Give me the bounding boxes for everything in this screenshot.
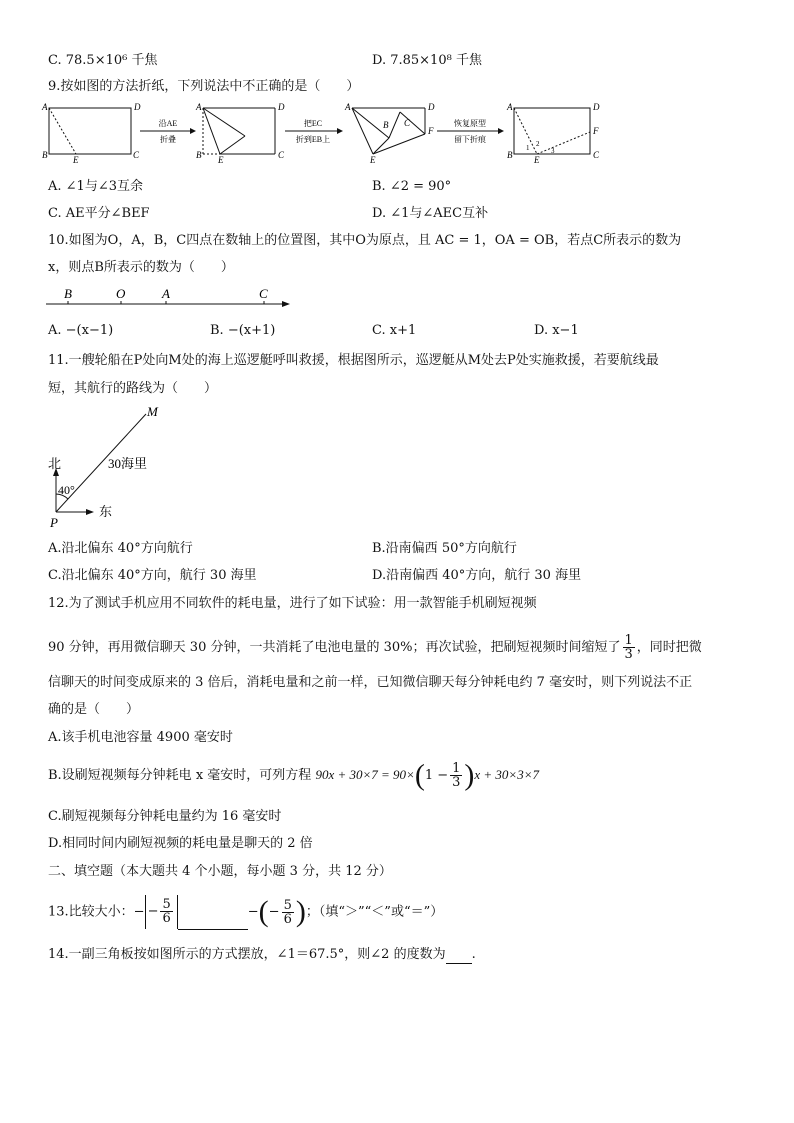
svg-text:E: E	[218, 155, 224, 165]
north-label: 北	[48, 456, 62, 471]
point-c-label: C	[259, 286, 268, 301]
svg-text:C: C	[593, 150, 600, 160]
point-p-label: P	[50, 515, 58, 530]
svg-text:C: C	[404, 118, 411, 128]
q14-answer-blank[interactable]	[446, 963, 472, 964]
q14-text: 14.一副三角板按如图所示的方式摆放，∠1＝67.5°，则∠2 的度数为	[48, 947, 446, 962]
q9-option-a: A. ∠1与∠3互余	[48, 179, 143, 194]
svg-text:B: B	[42, 150, 48, 160]
q13-frac2-num: 5	[283, 897, 292, 913]
q10-option-c: C. x+1	[372, 323, 417, 338]
svg-text:E: E	[73, 155, 79, 165]
svg-text:B: B	[196, 150, 202, 160]
point-b-label: B	[64, 286, 72, 301]
q10-stem-line1: 10.如图为O，A，B，C四点在数轴上的位置图，其中O为原点，且 AC = 1，OA = OB，若点C所表示的数为	[48, 233, 682, 248]
fold-arrow-2	[285, 128, 343, 134]
svg-text:E: E	[370, 155, 376, 165]
q12-line2-part1: 90 分钟，再用微信聊天 30 分钟，一共消耗了电池电量的 30%；再次试验，把刷短视频时间缩短了	[48, 640, 621, 655]
q12-option-a: A.该手机电池容量 4900 毫安时	[48, 730, 233, 745]
q13-prefix: 13.比较大小：−	[48, 904, 145, 920]
q12-line3: 信聊天的时间变成原来的 3 倍后，消耗电量和之前一样，已知微信聊天每分钟耗电约 7 毫安时，则下列说法不正	[48, 675, 693, 690]
q8-option-c: C. 78.5×10⁶ 千焦	[48, 53, 158, 68]
q9-stem: 9.按如图的方法折纸，下列说法中不正确的是（ ）	[48, 79, 360, 94]
q13-abs-value: − $\frac{5}{6}$	[145, 895, 178, 929]
q13-answer-blank[interactable]	[178, 929, 248, 930]
svg-text:A: A	[345, 102, 351, 112]
q12-equation-rhs: x + 30×3×7	[474, 767, 539, 782]
q12-line4: 确的是（ ）	[48, 702, 140, 717]
q11-option-c: C.沿北偏东 40°方向，航行 30 海里	[48, 568, 257, 583]
q12-option-c: C.刷短视频每分钟耗电量约为 16 毫安时	[48, 809, 282, 824]
svg-text:A: A	[42, 102, 48, 112]
q13-hint: ；（填“＞”“＜”或“＝”）	[305, 904, 444, 920]
q11-stem-line2: 短，其航行的路线为（ ）	[48, 381, 218, 396]
q10-option-d: D. x−1	[534, 323, 579, 338]
arrow1-top-label: 沿AE	[158, 119, 178, 128]
q12-option-d: D.相同时间内刷短视频的耗电量是聊天的 2 倍	[48, 836, 313, 851]
angle-label: 40°	[58, 483, 75, 497]
q11-navigation-figure	[44, 402, 184, 530]
fold-arrow-1	[140, 128, 196, 134]
svg-text:E: E	[534, 155, 540, 165]
q10-stem-line2: x，则点B所表示的数为（ ）	[48, 260, 234, 275]
q12-equation-inner: 1 −	[424, 768, 449, 783]
q9-folding-figure	[40, 100, 610, 172]
fraction-numerator: 1	[624, 633, 633, 648]
q12-line2	[48, 633, 702, 663]
equation-fraction-numerator: 1	[452, 761, 461, 776]
q13-frac1-den: 6	[162, 911, 171, 926]
arrow2-bottom-label: 折到EB上	[295, 135, 331, 144]
q12-line2-part2: ，同时把微	[636, 640, 702, 655]
q10-number-line	[44, 282, 294, 316]
q9-option-d: D. ∠1与∠AEC互补	[372, 206, 489, 221]
q11-option-d: D.沿南偏西 40°方向，航行 30 海里	[372, 568, 582, 583]
fold-panel-3	[352, 108, 425, 154]
point-m-label: M	[147, 404, 158, 419]
svg-text:A: A	[507, 102, 513, 112]
q10-option-b: B. −(x+1)	[210, 323, 276, 338]
distance-label: 30海里	[108, 456, 148, 471]
svg-text:2: 2	[536, 140, 540, 148]
svg-text:C: C	[278, 150, 285, 160]
arrow3-bottom-label: 留下折痕	[454, 135, 486, 144]
svg-text:3: 3	[551, 147, 555, 155]
q12-equation-fraction	[450, 762, 462, 789]
q12-equation-lhs: 90x + 30×7 = 90×	[315, 767, 415, 782]
fold-panel-2	[203, 108, 275, 154]
q13: 13.比较大小：− − $\frac{5}{6}$ −(− $\frac{5}{6}$ )；（填“＞”“＜”或“＝”）	[48, 895, 444, 928]
svg-text:D: D	[593, 102, 600, 112]
q10-option-a: A. −(x−1)	[48, 323, 114, 338]
east-label: 东	[99, 504, 113, 519]
fraction-denominator: 3	[624, 647, 633, 662]
svg-text:C: C	[133, 150, 140, 160]
arrow2-top-label: 把EC	[303, 119, 323, 128]
q9-option-c: C. AE平分∠BEF	[48, 206, 150, 221]
q11-option-b: B.沿南偏西 50°方向航行	[372, 541, 517, 556]
section-2-heading: 二、填空题（本大题共 4 个小题，每小题 3 分，共 12 分）	[48, 864, 392, 879]
q13-frac1-num: 5	[162, 897, 171, 912]
q12-option-b-text: B.设刷短视频每分钟耗电 x 毫安时，可列方程	[48, 768, 312, 783]
q12-line1: 12.为了测试手机应用不同软件的耗电量，进行了如下试验：用一款智能手机刷短视频	[48, 596, 537, 611]
svg-text:B: B	[507, 150, 513, 160]
point-a-label: A	[162, 286, 170, 301]
arrow1-bottom-label: 折叠	[160, 135, 176, 144]
svg-text:F: F	[593, 126, 599, 136]
svg-text:B: B	[383, 120, 389, 130]
q13-frac2-den: 6	[283, 911, 292, 927]
point-o-label: O	[116, 286, 126, 301]
q8-option-d: D. 7.85×10⁸ 千焦	[372, 53, 482, 68]
q14	[48, 946, 476, 964]
svg-text:D: D	[134, 102, 141, 112]
q11-stem-line1: 11.一艘轮船在P处向M处的海上巡逻艇呼叫救援，根据图所示，巡逻艇从M处去P处实施救援，若要航线最	[48, 353, 659, 368]
q11-option-a: A.沿北偏东 40°方向航行	[48, 541, 193, 556]
q12-fraction	[623, 634, 635, 661]
svg-text:F: F	[428, 126, 434, 136]
q9-option-b: B. ∠2 = 90°	[372, 179, 452, 194]
svg-text:1: 1	[526, 144, 530, 152]
q13-mid: −	[247, 904, 259, 920]
q12-option-b: B.设刷短视频每分钟耗电 x 毫安时，可列方程 90x + 30×7 = 90×(1 − $\frac{1}{3}$ )x + 30×3×7	[48, 758, 539, 792]
fold-panel-1	[49, 108, 131, 154]
svg-text:D: D	[278, 102, 285, 112]
svg-text:D: D	[428, 102, 435, 112]
arrow3-top-label: 恢复原型	[454, 119, 486, 128]
equation-fraction-denominator: 3	[452, 775, 461, 790]
svg-text:A: A	[196, 102, 202, 112]
fold-arrow-3	[437, 128, 504, 134]
q14-end: .	[471, 947, 476, 962]
